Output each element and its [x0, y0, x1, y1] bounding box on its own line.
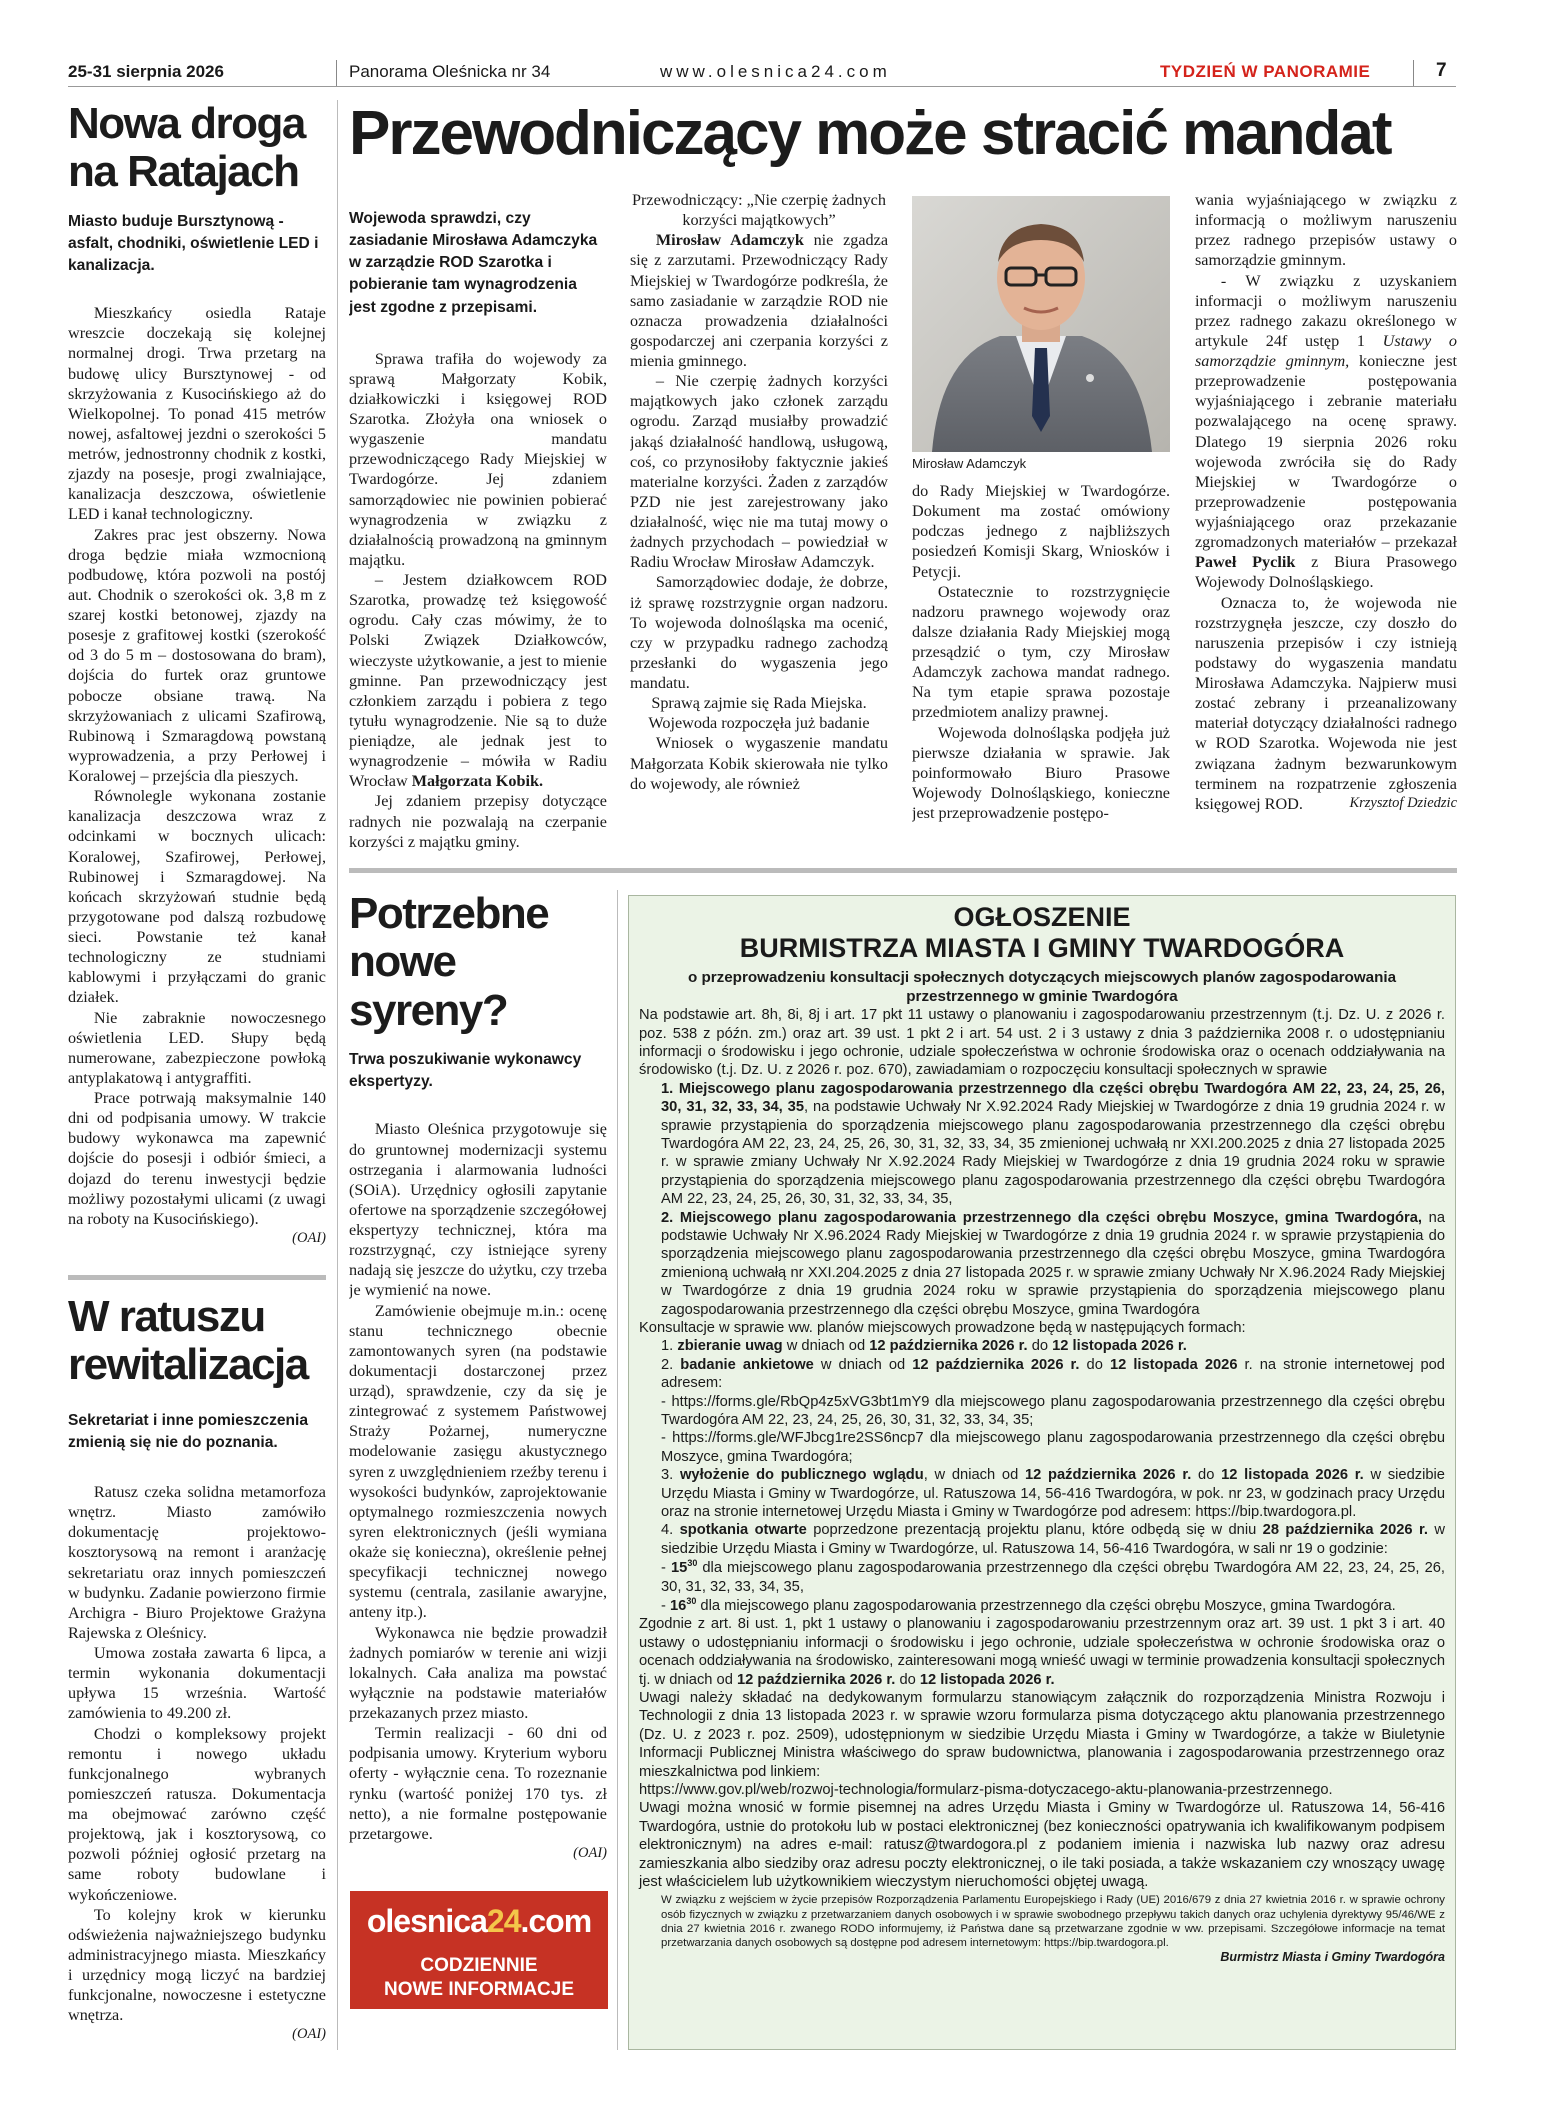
article-lead: Sekretariat i inne pomieszczenia zmienią się nie do poznania.: [68, 1411, 309, 1451]
section-divider: [349, 868, 1457, 873]
gdpr-note: W związku z wejściem w życie przepisów Rozporządzenia Parlamentu Europejskiego i Rady (UE) 2016/679 z dnia 27 kwietnia 2016 r. w sprawie ochrony osób fizycznych w związku z przetwarzaniem danych osobowych i w sprawie swobodnego przepływu takich danych oraz uchylenia dyrektywy 95/46/WE z dnia 27 kwietnia 2016 r. zwanego RODO informujemy, iż Państwa dane są przetwarzane zgodnie w ww. przepisami. Szczegółowe informacje na temat przetwarzania danych osobowych są dostępne pod adresem internetowym: https://bip.twardogora.pl.: [661, 1894, 1445, 1950]
notice-issuer: BURMISTRZA MIASTA I GMINY TWARDOGÓRA: [739, 933, 1345, 964]
survey-link[interactable]: - https://forms.gle/WFJbcg1re2SS6ncp7 dla miejscowego planu zagospodarowania przestrzennego dla części obrębu Moszyce, gmina Twardogóra;: [661, 1430, 1445, 1465]
section-name: TYDZIEŃ W PANORAMIE: [1160, 62, 1371, 81]
article-body: Mieszkańcy osiedla Rataje wreszcie doczekają się kolejnej normalnej drogi. Trwa przetarg na budowę ulicy Bursztynowej - od skrzyżowania z Kusocińskiego aż do Wielkopolnej. To ponad 415 metrów nowej, asfaltowej jezdni o szerokości 5 metrów, jednostronny chodnik z kostki, zjazdy na posesje, progi zwalniające, kanalizacja deszczowa, oświetlenie LED i kanał technologiczny. Zakres prac jest obszerny. Nowa droga będzie miała wzmocnioną podbudowę, która pozwoli na postój aut. Chodnik o szerokości ok. 3,8 m z szarej kostki betonowej, zjazdy na posesje z grafitowej kostki (szerokość od 3 do 5 m – dostosowana do bram), dojścia do furtek oraz gruntowe pobocze obsiane trawą. Na skrzyżowaniach z ulicami Szafirową, Rubinową i Szmaragdową powstaną wyprowadzenia, a przy Perłowej i Koralowej – przejścia dla pieszych. Równolegle wykonana zostanie kanalizacja deszczowa wraz z odcinkami w bocznych ulicach: Koralowej, Szafirowej, Perłowej, Rubinowej i Szmaragdowej. Na końcach skrzyżowań studnie będą przygotowane pod dalszą rozbudowę sieci. Powstanie też kanał technologiczny ze studniami kablowymi i przyłączami do granic działek. Nie zabraknie nowoczesnego oświetlenia LED. Słupy będą numerowane, zabezpieczone powłoką antyplakatową i antygraffiti. Prace potrwają maksymalnie 140 dni od podpisania umowy. W trakcie budowy wykonawca ma zapewnić dojście do posesji i odbiór śmieci, a dojazd do terenu inwestycji będzie możliwy pozostałymi ulicami (z uwagi na roboty na Kusocińskiego). (OAI): [68, 304, 326, 1246]
notice-signature: Burmistrz Miasta i Gminy Twardogóra: [1220, 1950, 1445, 1965]
column-divider: [337, 100, 338, 2050]
article-col-2: [630, 190, 888, 858]
header-divider: [1413, 60, 1414, 86]
article-col-3: [912, 481, 1170, 858]
ad-logo: olesnica24.com: [366, 1903, 592, 1939]
column-divider: [617, 890, 618, 2050]
article-title: Nowa droga na Ratajach: [68, 100, 305, 197]
site-url[interactable]: www.olesnica24.com: [660, 62, 891, 81]
header-divider: [336, 60, 337, 86]
article-lead: Trwa poszukiwanie wykonawcy ekspertyzy.: [349, 1051, 582, 1091]
notice-body: Na podstawie art. 8h, 8i, 8j i art. 17 pkt 11 ustawy o planowaniu i zagospodarowaniu przestrzennym (t.j. Dz. U. z 2026 r. poz. 538 z późn. zm.) oraz art. 39 ust. 1 pkt 2 i art. 54 ust. 2 i 3 ustawy z dnia 3 października 2008 r. o udostępnianiu informacji o środowisku i jego ochronie, udziale społeczeństwa w ochronie środowiska oraz o ocenach oddziaływania na środowisko (t.j. Dz. U. z 2026 r. poz. 670), zawiadamiam o rozpoczęciu konsultacji społecznych w sprawie 1. Miejscowego planu zagospodarowania przestrzennego dla części obrębu Twardogóra AM 22, 23, 24, 25, 26, 30, 31, 32, 33, 34, 35, na podstawie Uchwały Nr X.92.2024 Rady Miejskiej w Twardogórze z dnia 19 grudnia 2024 r. w sprawie przystąpienia do sporządzenia miejscowego planu zagospodarowania przestrzennego dla części obrębu Twardogóra AM 22, 23, 24, 25, 26, 30, 31, 32, 33, 34, 35 zmienionej uchwałą nr XXI.200.2025 z dnia 27 listopada 2025 r. w sprawie zmiany Uchwały Nr X.92.2024 Rady Miejskiej w Twardogórze z dnia 19 grudnia 2024 roku w sprawie przystąpienia do sporządzenia miejscowego planu zagospodarowania przestrzennego dla części obrębu Twardogóra AM 22, 23, 24, 25, 26, 30, 31, 32, 33, 34, 35, 2. Miejscowego planu zagospodarowania przestrzennego dla części obrębu Moszyce, gmina Twardogóra, na podstawie Uchwały Nr X.96.2024 Rady Miejskiej w Twardogórze z dnia 19 grudnia 2024 r. w sprawie przystąpienia do sporządzenia miejscowego planu zagospodarowania przestrzennego dla części obrębu Moszyce, gmina Twardogóra zmienioną uchwałą nr XXI.204.2025 z dnia 27 listopada 2025 r. w sprawie zmiany Uchwały Nr X.96.2024 Rady Miejskiej w Twardogórze z dnia 19 grudnia 2024 roku w sprawie przystąpienia do sporządzenia miejscowego planu zagospodarowania przestrzennego dla części obrębu Moszyce, gmina Twardogóra Konsultacje w sprawie ww. planów miejscowych prowadzone będą w następujących formach: 1. zbieranie uwag w dniach od 12 października 2026 r. do 12 listopada 2026 r. 2. badanie ankietowe w dniach od 12 października 2026 r. do 12 listopada 2026 r. na stronie internetowej pod adresem: - https://forms.gle/RbQp4z5xVG3bt1mY9 dla miejscowego planu zagospodarowania przestrzennego dla części obrębu Twardogóra AM 22, 23, 24, 25, 26, 30, 31, 32, 33, 34, 35; - https://forms.gle/WFJbcg1re2SS6ncp7 dla miejscowego planu zagospodarowania przestrzennego dla części obrębu Moszyce, gmina Twardogóra; 3. wyłożenie do publicznego wglądu, w dniach od 12 października 2026 r. do 12 listopada 2026 r. w siedzibie Urzędu Miasta i Gminy w Twardogórze, ul. Ratuszowa 14, 56-416 Twardogóra, w pok. nr 23, w godzinach pracy Urzędu oraz na stronie internetowej Urzędu Miasta i Gminy w Twardogórze pod adresem: https://bip.twardogora.pl. 4. spotkania otwarte poprzedzone prezentacją projektu planu, które odbędą się w dniu 28 października 2026 r. w siedzibie Urzędu Miasta i Gminy w Twardogórze, ul. Ratuszowa 14, 56-416 Twardogóra, w sali nr 19 o godzinie: - $15^{30}$ dla miejscowego planu zagospodarowania przestrzennego dla części obrębu Twardogóra AM 22, 23, 24, 25, 26, 30, 31, 32, 33, 34, 35, - $16^{30}$ dla miejscowego planu zagospodarowania przestrzennego dla części obrębu Moszyce, gmina Twardogóra. Zgodnie z art. 8i ust. 1, pkt 1 ustawy o planowaniu i zagospodarowaniu przestrzennym oraz art. 39 ust. 1 pkt 3 i art. 40 ustawy o udostępnianiu informacji o środowisku i jego ochronie, udziale społeczeństwa w ochronie środowiska oraz o ocenach oddziaływania na środowisko, zainteresowani mogą wnieść uwagi w terminie prowadzenia konsultacji społecznych tj. w dniach od 12 października 2026 r. do 12 listopada 2026 r. Uwagi należy składać na dedykowanym formularzu stanowiącym załącznik do rozporządzenia Ministra Rozwoju i Technologii z dnia 13 listopada 2023 r. w sprawie wzoru formularza pisma dotyczącego aktu planowania przestrzennego (Dz. U. z 2023 r. poz. 2509), udostępnionym w siedzibie Urzędu Miasta i Gminy w Twardogórze, a także w Biuletynie Informacji Publicznej Ministra właściwego do spraw budownictwa, planowania i zagospodarowania przestrzennego oraz mieszkalnictwa pod linkiem: https://www.gov.pl/web/rozwoj-technologia/formularz-pisma-dotyczacego-aktu-planowania-przestrzennego. Uwagi można wnosić w formie pisemnej na adres Urzędu Miasta i Gminy w Twardogórze ul. Ratuszowa 14, 56-416 Twardogóra, ustnie do protokołu lub w postaci elektronicznej (bez konieczności opatrywania ich kwalifikowanym podpisem elektronicznym) na adres e-mail: ratusz@twardogora.pl z podaniem imienia i nazwiska lub nazwy oraz adresu zamieszkania albo siedziby oraz adresu poczty elektronicznej, o ile taki posiada, a także wskazaniem czy wnoszący uwagę jest właścicielem lub użytkownikiem wieczystym nieruchomości objętej uwagą.: [639, 1007, 1445, 1890]
article-title: W ratuszu rewitalizacja: [68, 1293, 308, 1390]
official-notice: [628, 895, 1456, 2050]
article-body: Przewodniczący: „Nie czerpię żadnych korzyści majątkowych” Mirosław Adamczyk nie zgadza się z zarzutami. Przewodniczący Rady Miejskiej w Twardogórze podkreśla, że samo zasiadanie w zarządzie ROD nie oznacza prowadzenia działalności gospodarczej ani czerpania korzyści z mienia gminnego. – Nie czerpię żadnych korzyści majątkowych jako członek zarządu ogrodu. Zarząd musiałby prowadzić jakąś działalność handlową, usługową, coś, co przynosiłoby faktycznie jakieś materialne korzyści. Żaden z zarządów PZD nie jest zarejestrowany jako działalność, więc nie ma tutaj mowy o żadnych przychodach – powiedział w Radiu Wrocław Mirosław Adamczyk. Samorządowiec dodaje, że dobrze, iż sprawę rozstrzygnie organ nadzoru. To wojewoda dolnośląska ma ocenić, czy w przypadku radnego zachodzą przesłanki do wygaszenia jego mandatu. Sprawą zajmie się Rada Miejska. Wojewoda rozpoczęła już badanie Wniosek o wygaszenie mandatu Małgorzata Kobik skierowała nie tylko do wojewody, ale również: [630, 191, 888, 793]
author-signature: (OAI): [573, 1844, 607, 1861]
article-lead: Wojewoda sprawdzi, czy zasiadanie Mirosława Adamczyka w zarządzie ROD Szarotka i pobieranie tam wynagrodzenia jest zgodne z przepisami.: [349, 210, 598, 316]
article-body: do Rady Miejskiej w Twardogórze. Dokument ma zostać omówiony podczas jednego z najbliższych posiedzeń Komisji Skarg, Wniosków i Petycji. Ostatecznie to rozstrzygnięcie nadzoru prawnego wojewody oraz dalsze działania Rady Miejskiej mogą przesądzić o tym, czy Mirosław Adamczyk zachowa mandat radnego. Na tym etapie sprawa pozostaje przedmiotem analizy prawnej. Wojewoda dolnośląska podjęła już pierwsze działania w sprawie. Jak poinformowało Biuro Prasowe Wojewody Dolnośląskiego, konieczne jest przeprowadzenie postępo-: [912, 482, 1170, 822]
article-body: Miasto Oleśnica przygotowuje się do gruntownej modernizacji systemu ostrzegania i alarmowania ludności (SOiA). Urzędnicy ogłosili zapytanie ofertowe na sporządzenie szczegółowej ekspertyzy technicznej, która ma rozstrzygnąć, czy istniejące syreny nadają się jeszcze do użytku, czy trzeba je wymienić na nowe. Zamówienie obejmuje m.in.: ocenę stanu technicznego obecnie zamontowanych syren (na podstawie dokumentacji dostarczonej przez urząd), sprawdzenie, czy da się je zintegrować z systemem Państwowej Straży Pożarnej, numeryczne modelowanie zasięgu akustycznego syren z uwzględnieniem rzeźby terenu i wysokości budynków, zaprojektowanie optymalnego rozmieszczenia nowych syren elektronicznych (jeśli wymiana okaże się konieczna), określenie pełnej specyfikacji technicznej nowego systemu (centrala, zasilanie awaryjne, anteny itp.). Wykonawca nie będzie prowadził żadnych pomiarów w terenie ani wizji lokalnych. Cała analiza ma powstać wyłącznie na podstawie materiałów przekazanych przez miasto. Termin realizacji - 60 dni od podpisania umowy. Kryterium wyboru oferty - wyłącznie cena. To rozeznanie rynku (wartość poniżej 170 tys. zł netto), a nie formalne postępowanie przetargowe. (OAI): [349, 1120, 607, 1861]
photo-caption: Mirosław Adamczyk: [912, 456, 1027, 471]
article-body: wania wyjaśniającego w związku z informacją o możliwym naruszeniu przez radnego przepisów ustawy o samorządzie gminnym. - W związku z uzyskaniem informacji o możliwym naruszeniu przez radnego zakazu określonego w artykule 24f ustęp 1 Ustawy o samorządzie gminnym, konieczne jest przeprowadzenie postępowania wyjaśniającego i zebranie materiału pozwalającego na ocenę sprawy. Dlatego 19 sierpnia 2026 roku wojewoda zwróciła się do Rady Miejskiej w Twardogórze o przeprowadzenie postępowania wyjaśniającego oraz przekazanie zgromadzonych materiałów – przekazał Paweł Pyclik z Biura Prasowego Wojewody Dolnośląskiego. Oznacza to, że wojewoda nie rozstrzygnęła jeszcze, czy doszło do naruszenia przepisów i czy istnieją podstawy do wygaszenia mandatu Mirosława Adamczyka. Najpierw musi zostać zebrany i przeanalizowany materiał dotyczący działalności radnego w ROD Szarotka. Wojewoda nie jest związana żadnym bezwarunkowym terminem na rozpatrzenie zgłoszenia księgowej ROD. Krzysztof Dziedzic: [1195, 191, 1457, 813]
article-body: Sprawa trafiła do wojewody za sprawą Małgorzaty Kobik, działkowiczki i księgowej ROD Szarotka. Złożyła ona wniosek o wygaszenie mandatu przewodniczącego Rady Miejskiej w Twardogórze. Jej zdaniem samorządowiec nie powinien pobierać wynagrodzenia w związku z działalnością prowadzoną na gminnym majątku. – Jestem działkowcem ROD Szarotka, prowadzę też księgowość ogrodu. Cały czas mówimy, że to Polski Związek Działkowców, wieczyste użytkowanie, a jest to mienie gminne. Pan przewodniczący jest członkiem zarządu i pobiera z tego tytułu wynagrodzenie. Nie są to duże pieniądze, ale jednak jest to wynagrodzenie – mówiła w Radiu Wrocław Małgorzata Kobik. Jej zdaniem przepisy dotyczące radnych nie pozwalają na czerpanie korzyści z majątku gminy.: [349, 349, 607, 851]
form-link[interactable]: https://www.gov.pl/web/rozwoj-technologia/formularz-pisma-dotyczacego-aktu-planowania-przestrzennego.: [639, 1781, 1333, 1798]
article-col-4: [1195, 190, 1457, 858]
issue-date: 25-31 sierpnia 2026: [68, 62, 224, 81]
issue-name: Panorama Oleśnicka nr 34: [349, 62, 551, 81]
article-town-hall: [68, 1293, 326, 2063]
author-signature: (OAI): [292, 1229, 326, 1246]
article-col-1: [349, 208, 607, 858]
ad-text: CODZIENNIE NOWE INFORMACJE: [384, 1955, 574, 2000]
page-number: 7: [1436, 60, 1447, 81]
header-rule: [68, 86, 1456, 87]
article-new-road: [68, 100, 326, 1265]
portrait-photo: [912, 196, 1170, 452]
main-headline: Przewodniczący może stracić mandat: [349, 99, 1391, 168]
notice-subject: o przeprowadzeniu konsultacji społecznych dotyczących miejscowych planów zagospodarowania przestrzennego w gminie Twardogóra: [687, 969, 1397, 1006]
section-divider: [68, 1275, 326, 1280]
author-signature: (OAI): [292, 2026, 326, 2043]
notice-title: OGŁOSZENIE: [953, 902, 1131, 932]
article-body: Ratusz czeka solidna metamorfoza wnętrz. Miasto zamówiło dokumentację projektowo-kosztorysową na remont i aranżację sekretariatu oraz innych pomieszczeń w budynku. Zadanie powierzono firmie Archigra - Biuro Projektowe Grażyna Rajewska z Oleśnicy. Umowa została zawarta 6 lipca, a termin wykonania dokumentacji upływa 15 września. Wartość zamówienia to 49.200 zł. Chodzi o kompleksowy projekt remontu i nowego układu funkcjonalnego wybranych pomieszczeń ratusza. Dokumentacja ma obejmować zarówno część projektową, jak i kosztorysową, co pozwoli później ogłosić przetarg na same roboty budowlane i wykończeniowe. To kolejny krok w kierunku odświeżenia najważniejszego budynku administracyjnego miasta. Mieszkańcy i urzędnicy mogą liczyć na bardziej funkcjonalne, nowoczesne i estetyczne wnętrza. (OAI): [68, 1483, 326, 2043]
article-lead: Miasto buduje Bursztynową - asfalt, chodniki, oświetlenie LED i kanalizacja.: [68, 212, 319, 275]
article-title: Potrzebne nowe syreny?: [349, 890, 549, 1035]
author-signature: Krzysztof Dziedzic: [1349, 794, 1457, 811]
olesnica24-ad[interactable]: [350, 1891, 608, 2009]
article-sirens: [349, 890, 607, 1880]
survey-link[interactable]: - https://forms.gle/RbQp4z5xVG3bt1mY9 dla miejscowego planu zagospodarowania przestrzennego dla części obrębu Twardogóra AM 22, 23, 24, 25, 26, 30, 31, 32, 33, 34, 35;: [661, 1393, 1445, 1429]
